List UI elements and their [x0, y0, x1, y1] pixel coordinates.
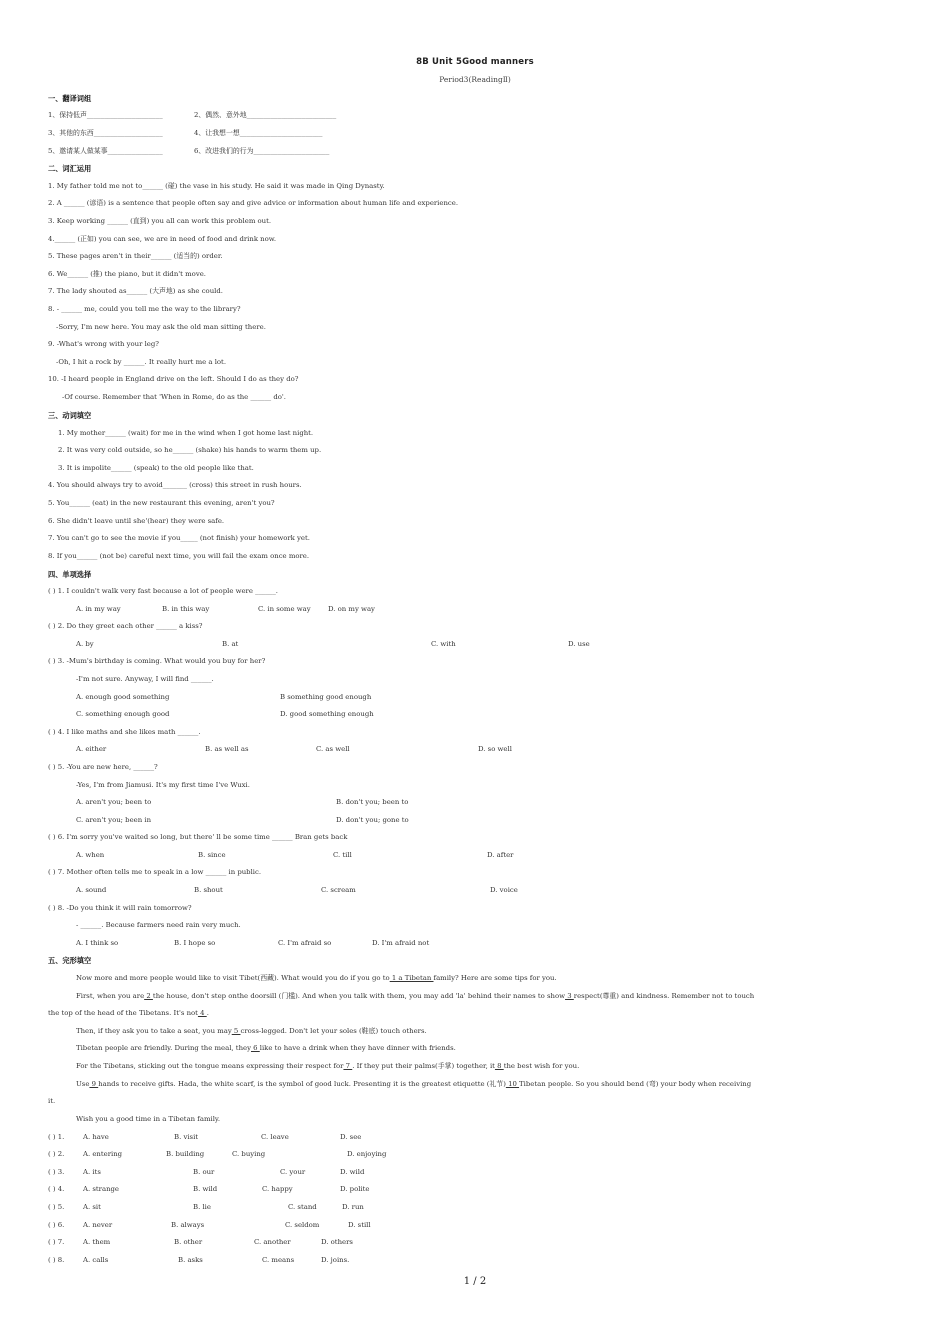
option: D. good something enough [280, 710, 374, 718]
question-line: ( ) 7. Mother often tells me to speak in a low ______ in public. [48, 868, 262, 876]
vocab-line: 9. -What's wrong with your leg? [48, 340, 159, 348]
option: C. aren't you; been in [76, 816, 152, 824]
cloze-option: C. means [262, 1256, 295, 1264]
cloze-option: C. stand [288, 1203, 317, 1211]
option: A. I think so [76, 939, 119, 947]
option: D. after [487, 851, 514, 859]
cloze-option: D. run [342, 1203, 364, 1211]
option: D. don't you; gone to [336, 816, 409, 824]
cloze-paragraph: Tibetan people are friendly. During the meal, they 6 like to have a drink when they have dinner with friends. [76, 1044, 456, 1052]
cloze-paragraph: First, when you are 2 the house, don't step onthe doorsill (门槛). And when you talk with them, you may add 'la' behind their names to show 3 respect(尊重) and kindness. Remember not to touch [76, 992, 755, 1000]
verb-line: 8. If you______ (not be) careful next time, you will fail the exam once more. [48, 552, 310, 560]
verb-line: 6. She didn't leave until she'(hear) they were safe. [48, 517, 225, 525]
question-line: ( ) 1. I couldn't walk very fast because a lot of people were ______. [48, 587, 278, 595]
cloze-option: A. calls [83, 1256, 109, 1264]
cloze-option: D. joins. [321, 1256, 350, 1264]
option: A. by [76, 640, 94, 648]
option: D. voice [490, 886, 518, 894]
option: D. on my way [328, 605, 375, 613]
cloze-paragraph: Use 9 hands to receive gifts. Hada, the white scarf, is the symbol of good luck. Presenting it is the greatest etiquette (礼节) 10 Tibetan people. So you should bend (弯) your body when receiving [76, 1080, 752, 1088]
vocab-line: 7. The lady shouted as______ (大声地) as she could. [48, 287, 223, 295]
vocab-line: 1. My father told me not to______ (碰) the vase in his study. He said it was made in Qing Dynasty. [48, 182, 385, 190]
option: C. something enough good [76, 710, 170, 718]
cloze-paragraph: it. [48, 1097, 56, 1105]
verb-line: 1. My mother______ (wait) for me in the wind when I got home last night. [58, 429, 314, 437]
vocab-line: 6. We______ (推) the piano, but it didn't move. [48, 270, 206, 278]
vocab-line: -Of course. Remember that 'When in Rome, do as the ______ do'. [62, 393, 286, 401]
option: B. shout [194, 886, 223, 894]
cloze-option: B. building [166, 1150, 205, 1158]
cloze-option: D. still [348, 1221, 371, 1229]
section-heading-verbs: 三、动词填空 [48, 411, 92, 420]
page-title: 8B Unit 5Good manners [416, 57, 534, 67]
cloze-option: B. our [193, 1168, 215, 1176]
option: C. with [431, 640, 456, 648]
cloze-paragraph: the top of the head of the Tibetans. It's not 4 . [48, 1009, 209, 1017]
option: C. as well [316, 745, 350, 753]
vocab-line: 8. - ______ me, could you tell me the way to the library? [48, 305, 241, 313]
section-heading-choice: 四、单项选择 [48, 570, 92, 579]
verb-line: 5. You______ (eat) in the new restaurant this evening, aren't you? [48, 499, 275, 507]
cloze-answer-number: ( ) 7. [48, 1238, 65, 1246]
cloze-option: D. see [340, 1133, 362, 1141]
cloze-option: C. buying [232, 1150, 266, 1158]
cloze-option: A. never [83, 1221, 113, 1229]
verb-line: 4. You should always try to avoid_______ (cross) this street in rush hours. [48, 481, 302, 489]
cloze-option: C. seldom [285, 1221, 320, 1229]
question-line: -Yes, I'm from Jiamusi. It's my first time I've Wuxi. [76, 781, 250, 789]
question-line: ( ) 8. -Do you think it will rain tomorrow? [48, 904, 192, 912]
cloze-answer-number: ( ) 6. [48, 1221, 65, 1229]
translate-item: 5、邀请某人做某事________________ [48, 147, 163, 155]
cloze-option: A. have [83, 1133, 109, 1141]
vocab-line: 4.______ (正如) you can see, we are in need of food and drink now. [48, 235, 277, 243]
option: B. I hope so [174, 939, 216, 947]
cloze-paragraph: Wish you a good time in a Tibetan family. [76, 1115, 221, 1123]
option: D. use [568, 640, 590, 648]
cloze-option: C. happy [262, 1185, 293, 1193]
cloze-option: D. enjoying [347, 1150, 387, 1158]
option: A. aren't you; been to [76, 798, 152, 806]
translate-item: 6、改进我们的行为______________________ [194, 147, 330, 155]
cloze-option: D. others [321, 1238, 353, 1246]
question-line: ( ) 4. I like maths and she likes math ______. [48, 728, 201, 736]
section-heading-translate: 一、翻译词组 [48, 94, 92, 103]
translate-item: 3、其他的东西____________________ [48, 129, 163, 137]
cloze-option: C. leave [261, 1133, 289, 1141]
question-line: ( ) 6. I'm sorry you've waited so long, but there' ll be some time ______ Bran gets back [48, 833, 348, 841]
page-subtitle: Period3(ReadingⅡ) [439, 75, 511, 84]
section-heading-vocabulary: 二、词汇运用 [48, 164, 92, 173]
section-heading-cloze: 五、完形填空 [48, 956, 92, 965]
option: C. I'm afraid so [278, 939, 332, 947]
vocab-line: -Sorry, I'm new here. You may ask the old man sitting there. [56, 323, 266, 331]
option: D. I'm afraid not [372, 939, 430, 947]
cloze-option: A. sit [83, 1203, 101, 1211]
translate-item: 2、偶然、意外地__________________________ [194, 111, 337, 119]
option: B. don't you; been to [336, 798, 409, 806]
cloze-option: D. wild [340, 1168, 365, 1176]
option: C. till [333, 851, 352, 859]
option: C. in some way [258, 605, 311, 613]
option: B. in this way [162, 605, 210, 613]
option: A. in my way [76, 605, 121, 613]
question-line: -I'm not sure. Anyway, I will find ______. [76, 675, 214, 683]
option: D. so well [478, 745, 512, 753]
cloze-answer-number: ( ) 8. [48, 1256, 65, 1264]
cloze-answer-number: ( ) 5. [48, 1203, 65, 1211]
cloze-option: A. its [83, 1168, 101, 1176]
cloze-paragraph: Now more and more people would like to visit Tibet(西藏). What would you do if you go to 1 a Tibetan family? Here are some tips for you. [76, 974, 557, 982]
option: A. sound [76, 886, 107, 894]
cloze-paragraph: Then, if they ask you to take a seat, you may 5 cross-legged. Don't let your soles (鞋底) touch others. [76, 1027, 427, 1035]
cloze-answer-number: ( ) 2. [48, 1150, 65, 1158]
verb-line: 2. It was very cold outside, so he______ (shake) his hands to warm them up. [58, 446, 322, 454]
cloze-option: D. polite [340, 1185, 370, 1193]
verb-line: 7. You can't go to see the movie if you_____ (not finish) your homework yet. [48, 534, 310, 542]
cloze-option: A. entering [83, 1150, 123, 1158]
question-line: ( ) 5. -You are new here, ______? [48, 763, 158, 771]
cloze-option: B. always [171, 1221, 205, 1229]
question-line: ( ) 3. -Mum's birthday is coming. What would you buy for her? [48, 657, 266, 665]
cloze-option: A. strange [83, 1185, 119, 1193]
vocab-line: -Oh, I hit a rock by ______. It really hurt me a lot. [56, 358, 227, 366]
translate-item: 4、让我想一想________________________ [194, 129, 323, 137]
option: B. at [222, 640, 239, 648]
option: B. as well as [205, 745, 249, 753]
option: A. either [76, 745, 107, 753]
option: A. when [76, 851, 105, 859]
cloze-option: C. another [254, 1238, 291, 1246]
option: B. since [198, 851, 226, 859]
vocab-line: 10. -I heard people in England drive on the left. Should I do as they do? [48, 375, 299, 383]
question-line: - ______. Because farmers need rain very much. [76, 921, 241, 929]
translate-item: 1、保持低声______________________ [48, 111, 163, 119]
vocab-line: 3. Keep working ______ (直到) you all can work this problem out. [48, 217, 272, 225]
cloze-option: B. wild [193, 1185, 218, 1193]
cloze-answer-number: ( ) 4. [48, 1185, 65, 1193]
page-number: 1 / 2 [463, 1276, 487, 1287]
cloze-answer-number: ( ) 1. [48, 1133, 65, 1141]
cloze-option: C. your [280, 1168, 306, 1176]
vocab-line: 5. These pages aren't in their______ (适当的) order. [48, 252, 223, 260]
vocab-line: 2. A ______ (谚语) is a sentence that people often say and give advice or information about human life and experience. [48, 199, 459, 207]
cloze-answer-number: ( ) 3. [48, 1168, 65, 1176]
cloze-paragraph: For the Tibetans, sticking out the tongue means expressing their respect for 7 . If they put their palms(手掌) together, it 8 the best wish for you. [76, 1062, 580, 1070]
option: B something good enough [280, 693, 372, 701]
verb-line: 3. It is impolite______ (speak) to the old people like that. [58, 464, 254, 472]
cloze-option: B. visit [174, 1133, 199, 1141]
question-line: ( ) 2. Do they greet each other ______ a kiss? [48, 622, 203, 630]
cloze-option: B. asks [178, 1256, 203, 1264]
option: A. enough good something [76, 693, 170, 701]
option: C. scream [321, 886, 356, 894]
cloze-option: B. other [174, 1238, 203, 1246]
cloze-option: A. them [83, 1238, 111, 1246]
cloze-option: B. lie [193, 1203, 211, 1211]
